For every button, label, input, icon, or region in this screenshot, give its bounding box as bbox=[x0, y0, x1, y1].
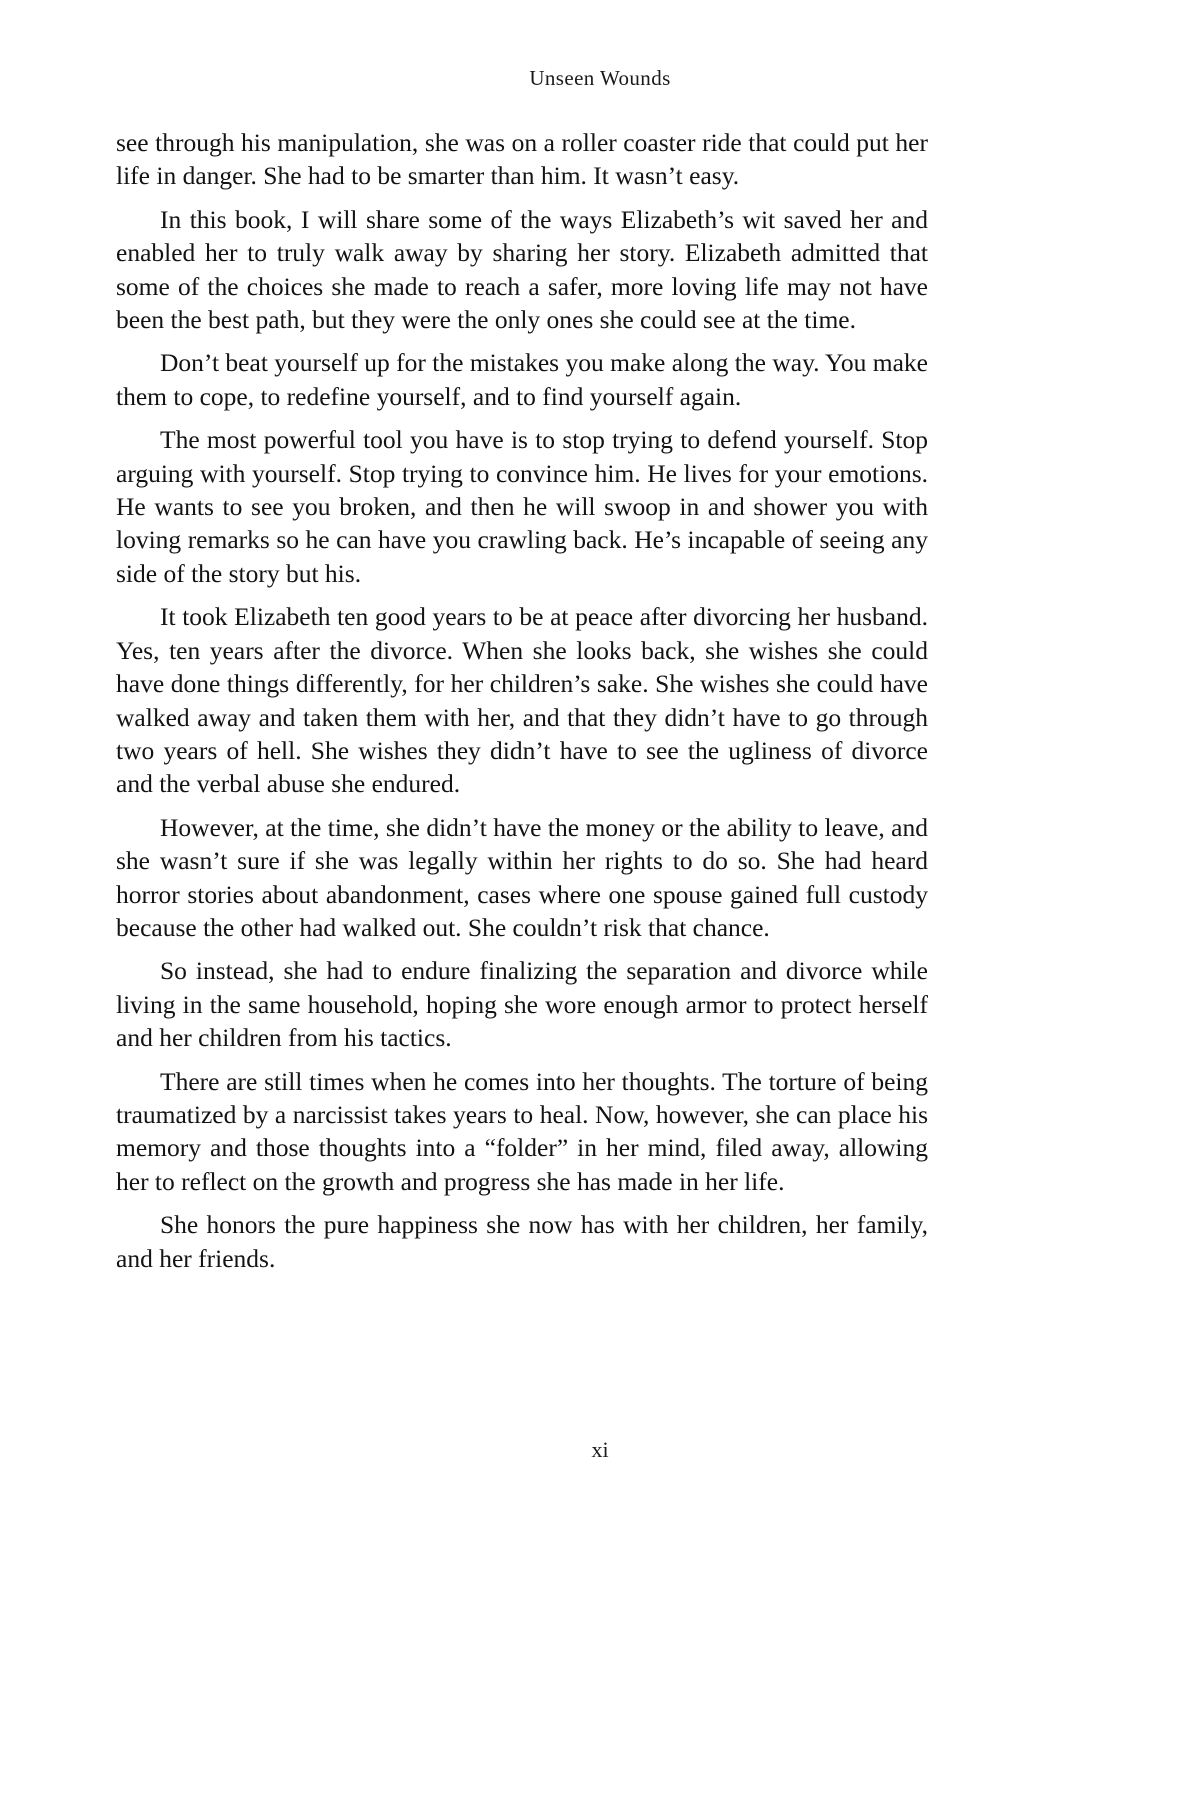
paragraph: In this book, I will share some of the ways Elizabeth’s wit saved her and enabled her to truly walk away by sharing her story. Elizabeth admitted that some of the choices she made to reach a safer, more loving life may not have been the best path, but they were the only ones she could see at the time. bbox=[116, 204, 928, 335]
body-text-block bbox=[116, 126, 928, 1275]
paragraph: There are still times when he comes into her thoughts. The torture of being traumatized by a narcissist takes years to heal. Now, however, she can place his memory and those thoughts into a “folder” in her mind, filed away, allowing her to reflect on the growth and progress she has made in her life. bbox=[116, 1066, 928, 1196]
paragraph: So instead, she had to endure finalizing the separation and divorce while living in the same household, hoping she wore enough armor to protect herself and her children from his tactics. bbox=[116, 956, 928, 1053]
running-head: Unseen Wounds bbox=[529, 66, 671, 90]
paragraph: However, at the time, she didn’t have the money or the ability to leave, and she wasn’t sure if she was legally within her rights to do so. She had heard horror stories about abandonment, cases where one spouse gained full custody because the other had walked out. She couldn’t risk that chance. bbox=[116, 812, 928, 942]
paragraph: It took Elizabeth ten good years to be at peace after divorcing her husband. Yes, ten years after the divorce. When she looks back, she wishes she could have done things differently, for her children’s sake. She wishes she could have walked away and taken them with her, and that they didn’t have to go through two years of hell. She wishes they didn’t have to see the ugliness of divorce and the verbal abuse she endured. bbox=[116, 602, 928, 799]
paragraph: The most powerful tool you have is to stop trying to defend yourself. Stop arguing with yourself. Stop trying to convince him. He lives for your emotions. He wants to see you broken, and then he will swoop in and shower you with loving remarks so he can have you crawling back. He’s incapable of seeing any side of the story but his. bbox=[116, 425, 928, 588]
paragraph: Don’t beat yourself up for the mistakes you make along the way. You make them to cope, to redefine yourself, and to find yourself again. bbox=[116, 348, 928, 411]
page-number: xi bbox=[591, 1437, 609, 1462]
paragraph: She honors the pure happiness she now has with her children, her family, and her friends. bbox=[116, 1210, 928, 1273]
paragraph: see through his manipulation, she was on a roller coaster ride that could put her life in danger. She had to be smarter than him. It wasn’t easy. bbox=[116, 128, 928, 191]
